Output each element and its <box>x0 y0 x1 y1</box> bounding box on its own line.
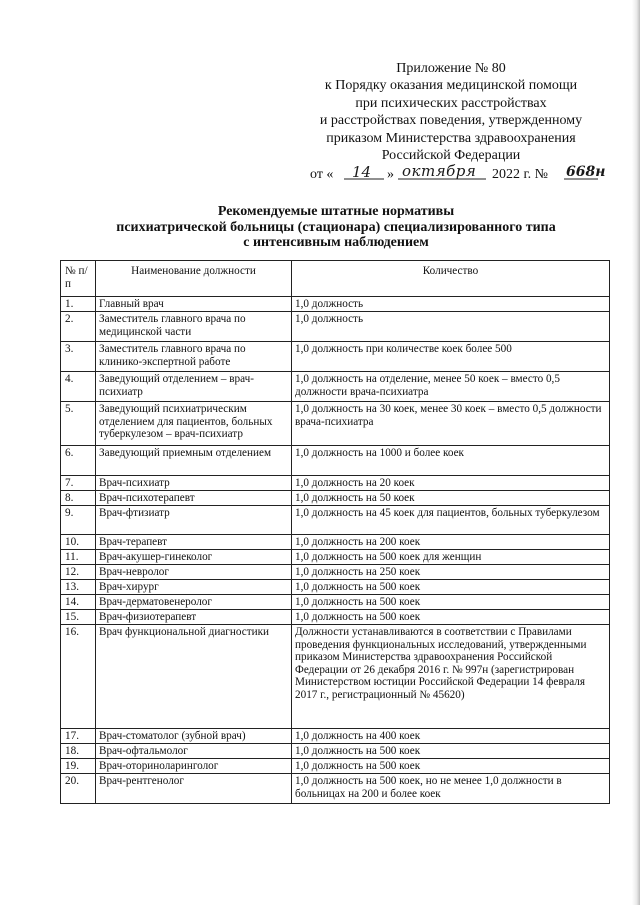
row-number: 3. <box>61 342 96 372</box>
position-quantity: 1,0 должность на 500 коек для женщин <box>292 550 610 565</box>
row-number: 9. <box>61 506 96 535</box>
table-row <box>61 297 610 312</box>
document-title <box>60 204 612 251</box>
position-name: Главный врач <box>96 297 292 312</box>
position-quantity: 1,0 должность на 500 коек <box>292 595 610 610</box>
row-number: 5. <box>61 402 96 446</box>
row-number: 19. <box>61 759 96 774</box>
header-name: Наименование должности <box>96 261 292 297</box>
row-number: 1. <box>61 297 96 312</box>
position-name: Врач-фтизиатр <box>96 506 292 535</box>
order-number: 668н <box>566 164 606 181</box>
appendix-line-1: Приложение № 80 <box>396 61 506 76</box>
table-row <box>61 759 610 774</box>
table-row <box>61 550 610 565</box>
position-quantity: 1,0 должность <box>292 297 610 312</box>
scan-edge <box>632 0 640 905</box>
row-number: 17. <box>61 729 96 744</box>
position-name: Врач-невролог <box>96 565 292 580</box>
position-name: Врач-офтальмолог <box>96 744 292 759</box>
table-row <box>61 491 610 506</box>
position-quantity: 1,0 должность <box>292 312 610 342</box>
staffing-table <box>60 260 610 804</box>
position-quantity: 1,0 должность на 500 коек <box>292 759 610 774</box>
position-name: Заместитель главного врача по клинико-экспертной работе <box>96 342 292 372</box>
date-day: 14 <box>352 163 372 182</box>
title-line-3: с интенсивным наблюдением <box>243 235 429 250</box>
table-row <box>61 312 610 342</box>
date-year: 2022 г. № <box>492 167 549 183</box>
appendix-line-5: приказом Министерства здравоохранения <box>326 130 576 146</box>
row-number: 18. <box>61 744 96 759</box>
title-line-1: Рекомендуемые штатные нормативы <box>217 204 455 219</box>
position-name: Врач-терапевт <box>96 535 292 550</box>
row-number: 4. <box>61 372 96 402</box>
appendix-line-6: Российской Федерации <box>381 148 521 164</box>
table-row <box>61 565 610 580</box>
appendix-line-3: при психических расстройствах <box>355 95 547 111</box>
position-quantity: 1,0 должность на 250 коек <box>292 565 610 580</box>
position-name: Врач-дерматовенеролог <box>96 595 292 610</box>
title-line-2: психиатрической больницы (стационара) специализированного типа <box>116 219 556 235</box>
position-quantity: 1,0 должность на 500 коек <box>292 580 610 595</box>
position-quantity: 1,0 должность на отделение, менее 50 коек – вместо 0,5 должности врача-психиатра <box>292 372 610 402</box>
position-quantity: 1,0 должность на 200 коек <box>292 535 610 550</box>
table-row <box>61 744 610 759</box>
position-quantity: 1,0 должность на 30 коек, менее 30 коек – вместо 0,5 должности врача-психиатра <box>292 402 610 446</box>
appendix-block <box>290 60 612 184</box>
table-row <box>61 476 610 491</box>
position-name: Врач-рентгенолог <box>96 774 292 804</box>
table-header-row <box>61 261 610 297</box>
table-row <box>61 774 610 804</box>
table-body <box>61 297 610 804</box>
row-number: 6. <box>61 446 96 476</box>
table-row <box>61 446 610 476</box>
position-name: Заместитель главного врача по медицинской части <box>96 312 292 342</box>
table-row <box>61 625 610 729</box>
appendix-line-4: и расстройствах поведения, утвержденному <box>319 113 583 129</box>
table-row <box>61 610 610 625</box>
position-name: Заведующий психиатрическим отделением для пациентов, больных туберкулезом – врач-психиатр <box>96 402 292 446</box>
position-quantity: 1,0 должность на 1000 и более коек <box>292 446 610 476</box>
position-quantity: 1,0 должность на 45 коек для пациентов, больных туберкулезом <box>292 506 610 535</box>
header-num: № п/п <box>61 261 96 297</box>
position-name: Врач-физиотерапевт <box>96 610 292 625</box>
position-name: Врач-оториноларинголог <box>96 759 292 774</box>
position-name: Врач-психиатр <box>96 476 292 491</box>
table-row <box>61 506 610 535</box>
position-quantity: 1,0 должность на 20 коек <box>292 476 610 491</box>
date-month: октября <box>402 162 477 181</box>
position-quantity: Должности устанавливаются в соответствии с Правилами проведения функциональных исследований, утвержденными приказом Министерства здравоохранения Российской Федерации от 26 декабря 2016 г. № 997н (зарегистрирован Министерством юстиции Российской Федерации 14 февраля 2017 г., регистрационный № 45620) <box>292 625 610 729</box>
table-row <box>61 729 610 744</box>
table-row <box>61 595 610 610</box>
row-number: 8. <box>61 491 96 506</box>
position-name: Заведующий отделением – врач-психиатр <box>96 372 292 402</box>
table-row <box>61 535 610 550</box>
position-name: Врач-хирург <box>96 580 292 595</box>
position-quantity: 1,0 должность на 50 коек <box>292 491 610 506</box>
position-quantity: 1,0 должность на 500 коек, но не менее 1,0 должности в больницах на 200 и более коек <box>292 774 610 804</box>
position-quantity: 1,0 должность на 500 коек <box>292 610 610 625</box>
row-number: 12. <box>61 565 96 580</box>
table-row <box>61 402 610 446</box>
header-qty: Количество <box>292 261 610 297</box>
position-name: Врач функциональной диагностики <box>96 625 292 729</box>
position-name: Врач-стоматолог (зубной врач) <box>96 729 292 744</box>
position-name: Врач-психотерапевт <box>96 491 292 506</box>
appendix-line-2: к Порядку оказания медицинской помощи <box>324 78 578 94</box>
table-row <box>61 580 610 595</box>
row-number: 14. <box>61 595 96 610</box>
position-quantity: 1,0 должность на 400 коек <box>292 729 610 744</box>
date-prefix: от « <box>310 167 334 183</box>
position-quantity: 1,0 должность при количестве коек более 500 <box>292 342 610 372</box>
order-date-line <box>290 164 612 184</box>
table-row <box>61 342 610 372</box>
row-number: 10. <box>61 535 96 550</box>
row-number: 7. <box>61 476 96 491</box>
position-name: Заведующий приемным отделением <box>96 446 292 476</box>
position-name: Врач-акушер-гинеколог <box>96 550 292 565</box>
date-mid: » <box>387 167 394 183</box>
position-quantity: 1,0 должность на 500 коек <box>292 744 610 759</box>
row-number: 16. <box>61 625 96 729</box>
row-number: 13. <box>61 580 96 595</box>
table-row <box>61 372 610 402</box>
row-number: 2. <box>61 312 96 342</box>
row-number: 20. <box>61 774 96 804</box>
row-number: 15. <box>61 610 96 625</box>
row-number: 11. <box>61 550 96 565</box>
